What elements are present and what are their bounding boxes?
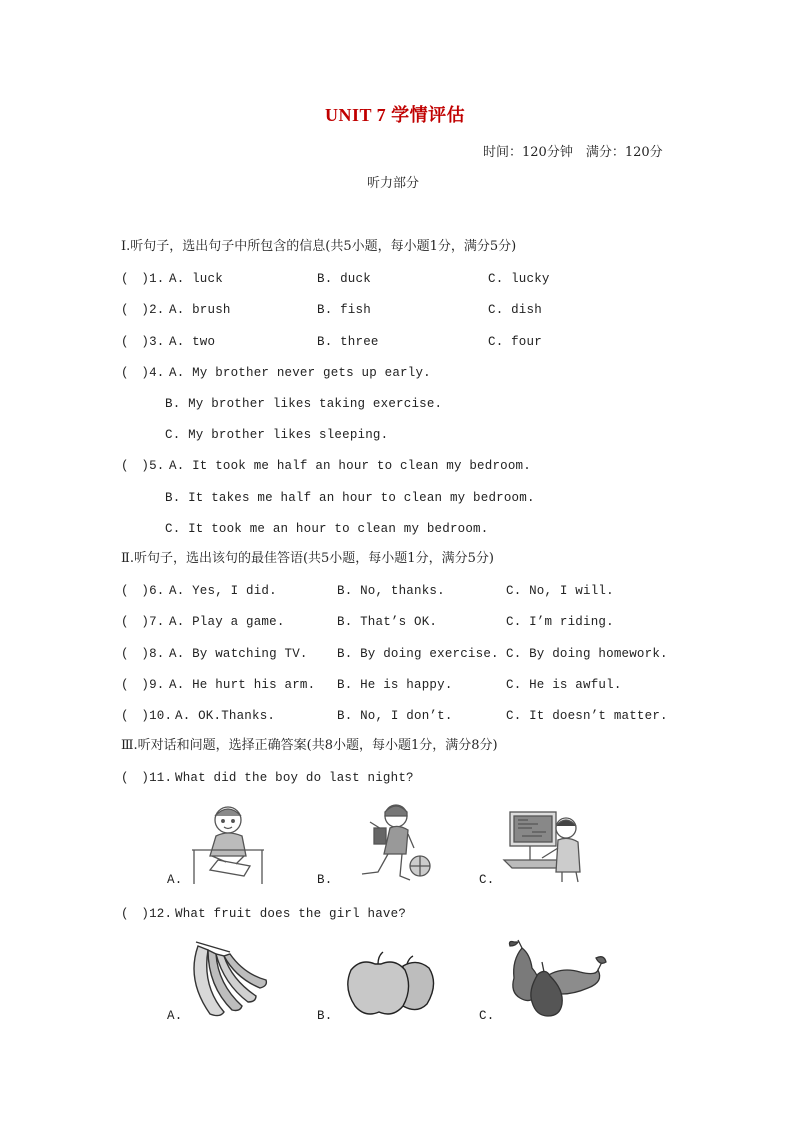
- section-heading: Ⅰ.听句子，选出句子中所包含的信息(共5小题，每小题1分，满分5分): [121, 239, 517, 254]
- question-number: ( )12.: [121, 907, 173, 921]
- question-number: ( )8.: [121, 647, 165, 661]
- option-b: B. No, thanks.: [337, 584, 445, 598]
- boy-computer-icon: [502, 806, 586, 884]
- option-a: A. Yes, I did.: [169, 584, 277, 598]
- option-a: A. It took me half an hour to clean my bedroom.: [169, 459, 531, 473]
- question-number: ( )3.: [121, 335, 165, 349]
- option-a: A.: [167, 873, 183, 887]
- option-c: C. It took me an hour to clean my bedroom.: [165, 522, 489, 536]
- option-c: C. By doing homework.: [506, 647, 668, 661]
- option-b: B. He is happy.: [337, 678, 453, 692]
- page-title: UNIT 7 学情评估: [325, 105, 466, 125]
- option-c: C. It doesn’t matter.: [506, 709, 668, 723]
- question-number: ( )11.: [121, 771, 173, 785]
- option-c: C. My brother likes sleeping.: [165, 428, 389, 442]
- option-b: B. No, I don’t.: [337, 709, 453, 723]
- option-b: B.: [317, 873, 333, 887]
- bananas-icon: [184, 940, 274, 1020]
- option-c: C.: [479, 1009, 495, 1023]
- option-c: C. lucky: [488, 272, 550, 286]
- option-a: A. luck: [169, 272, 223, 286]
- option-b: B. That’s OK.: [337, 615, 438, 629]
- pears-icon: [504, 938, 608, 1020]
- option-b: B. duck: [317, 272, 371, 286]
- option-b: B. fish: [317, 303, 371, 317]
- option-c: C. I’m riding.: [506, 615, 614, 629]
- option-c: C. No, I will.: [506, 584, 614, 598]
- option-c: C.: [479, 873, 495, 887]
- question-number: ( )10.: [121, 709, 173, 723]
- option-a: A. Play a game.: [169, 615, 285, 629]
- question-text: What did the boy do last night?: [175, 771, 414, 785]
- section-heading: Ⅲ.听对话和问题，选择正确答案(共8小题，每小题1分，满分8分): [121, 738, 498, 753]
- time-score-info: 时间：120分钟 满分：120分: [483, 145, 663, 160]
- option-b: B. It takes me half an hour to clean my bedroom.: [165, 491, 535, 505]
- option-c: C. four: [488, 335, 542, 349]
- option-a: A. brush: [169, 303, 231, 317]
- question-number: ( )6.: [121, 584, 165, 598]
- question-number: ( )5.: [121, 459, 165, 473]
- option-c: C. He is awful.: [506, 678, 622, 692]
- question-text: What fruit does the girl have?: [175, 907, 407, 921]
- option-b: B. By doing exercise.: [337, 647, 499, 661]
- question-number: ( )9.: [121, 678, 165, 692]
- option-a: A. two: [169, 335, 216, 349]
- question-number: ( )7.: [121, 615, 165, 629]
- boy-basketball-icon: [348, 800, 434, 884]
- option-a: A. He hurt his arm.: [169, 678, 316, 692]
- option-b: B. three: [317, 335, 379, 349]
- option-b: B.: [317, 1009, 333, 1023]
- part-heading: 听力部分: [367, 176, 420, 191]
- boy-writing-icon: [188, 800, 268, 886]
- section-heading: Ⅱ.听句子，选出该句的最佳答语(共5小题，每小题1分，满分5分): [121, 551, 494, 566]
- apples-icon: [345, 950, 437, 1020]
- option-a: A. My brother never gets up early.: [169, 366, 431, 380]
- option-b: B. My brother likes taking exercise.: [165, 397, 443, 411]
- option-a: A. By watching TV.: [169, 647, 308, 661]
- option-a: A. OK.Thanks.: [175, 709, 276, 723]
- option-c: C. dish: [488, 303, 542, 317]
- question-number: ( )1.: [121, 272, 165, 286]
- option-a: A.: [167, 1009, 183, 1023]
- question-number: ( )4.: [121, 366, 165, 380]
- question-number: ( )2.: [121, 303, 165, 317]
